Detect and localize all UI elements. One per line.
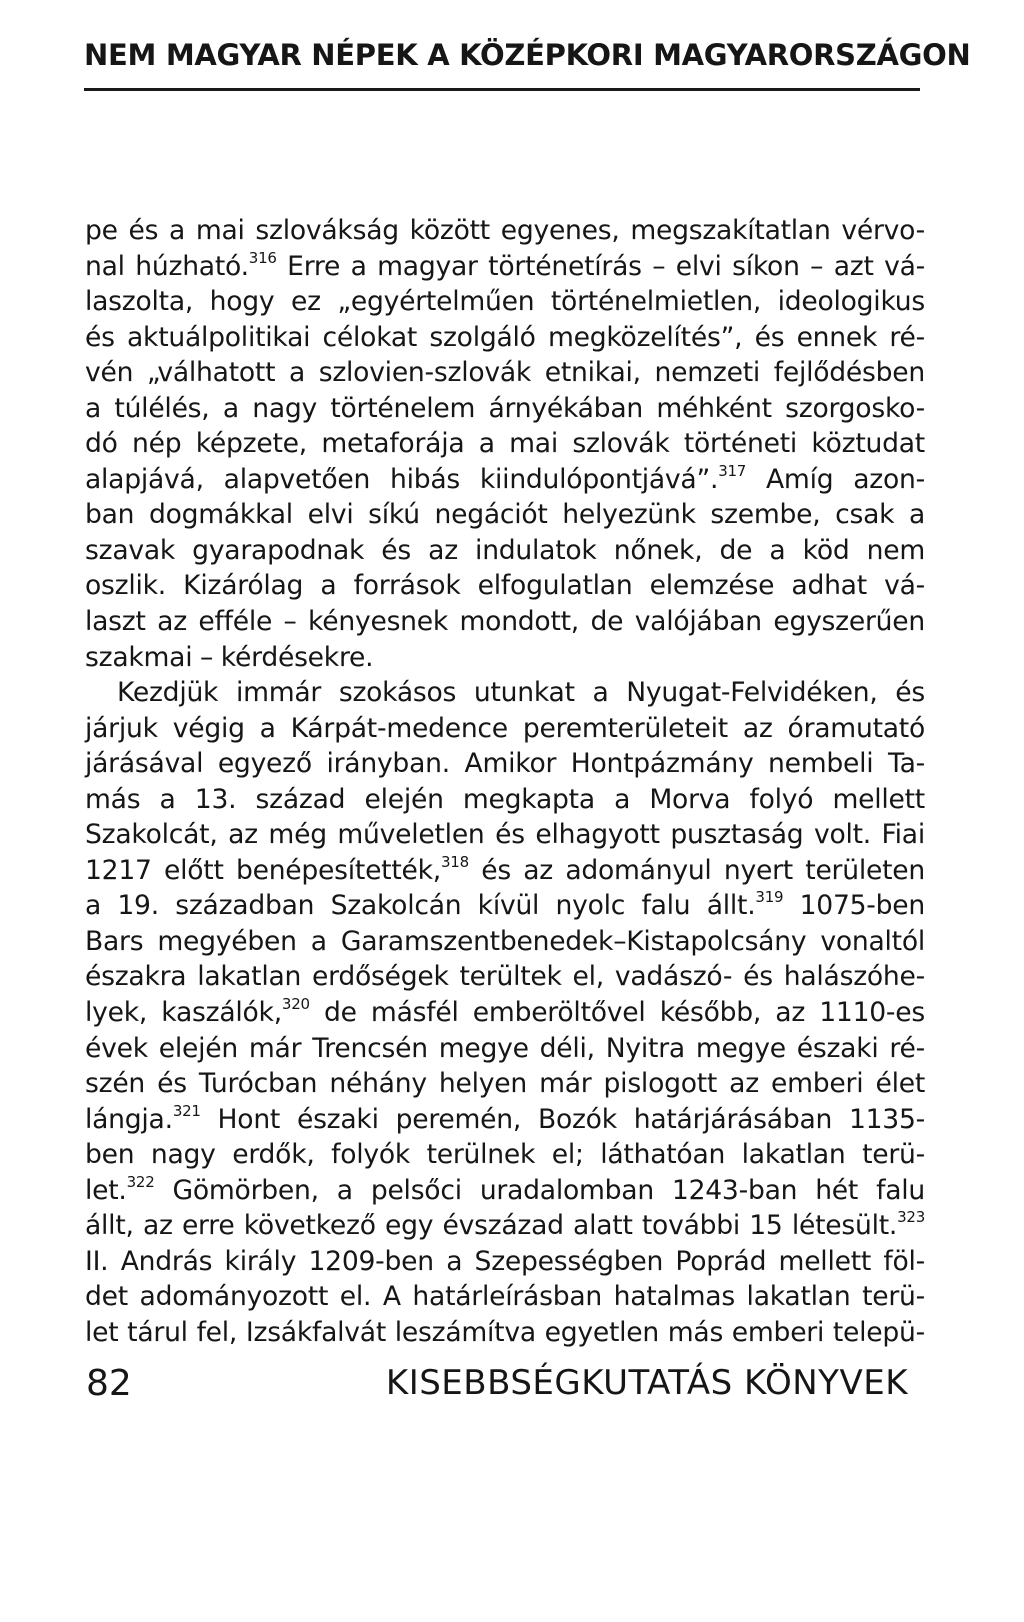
text-line: szakmai – kérdésekre. — [85, 641, 374, 673]
footnote-ref: 316 — [248, 248, 277, 267]
page-number: 82 — [86, 1363, 132, 1404]
text-line: laszolta, hogy ez „egyértelműen történelmietlen, ideologikus — [85, 286, 925, 318]
text-line: nal húzható.$^{316}$ Erre a magyar történetírás – elvi síkon – azt vá- — [85, 248, 925, 282]
text-line: lyek, kaszálók,$^{320}$ de másfél emberöltővel később, az 1110-es — [85, 995, 925, 1029]
text-line: ben nagy erdők, folyók terülnek el; láthatóan lakatlan terü- — [85, 1139, 925, 1171]
text-line: más a 13. század elején megkapta a Morva folyó mellett — [85, 783, 925, 815]
text-line: ban dogmákkal elvi síkú negációt helyezünk szembe, csak a — [85, 499, 925, 531]
series-title: KISEBBSÉGKUTATÁS KÖNYVEK — [385, 1363, 908, 1403]
main-text — [85, 213, 925, 1351]
footnote-ref: 319 — [755, 888, 784, 907]
footnote-ref: 321 — [172, 1101, 201, 1120]
text-line: laszt az efféle – kényesnek mondott, de valójában egyszerűen — [85, 606, 925, 638]
footnote-ref: 322 — [126, 1172, 155, 1191]
text-line: szavak gyarapodnak és az indulatok nőnek, de a köd nem — [85, 534, 925, 566]
text-line: állt, az erre következő egy évszázad alatt további 15 létesült.$^{323}$ — [85, 1208, 925, 1242]
text-line: Bars megyében a Garamszentbenedek–Kistapolcsány vonaltól — [85, 925, 925, 957]
text-line: járjuk végig a Kárpát-medence peremterületeit az óramutató — [85, 712, 925, 744]
text-line: let tárul fel, Izsákfalvát leszámítva egyetlen más emberi telepü- — [85, 1316, 925, 1348]
text-line: det adományozott el. A határleírásban hatalmas lakatlan terü- — [85, 1281, 925, 1313]
footnote-ref: 320 — [281, 995, 310, 1014]
text-line: oszlik. Kizárólag a források elfogulatlan elemzése adhat vá- — [85, 570, 925, 602]
text-line: a túlélés, a nagy történelem árnyékában méhként szorgosko- — [85, 392, 925, 424]
header-rule — [84, 88, 920, 91]
text-line: 1217 előtt benépesítették,$^{318}$ és az adományul nyert területen — [85, 852, 925, 886]
footnote-ref: 323 — [897, 1208, 925, 1227]
text-line: vén „válhatott a szlovien-szlovák etnikai, nemzeti fejlődésben — [85, 357, 925, 389]
running-head-title: NEM MAGYAR NÉPEK A KÖZÉPKORI MAGYARORSZÁGON — [84, 38, 971, 72]
text-line: a 19. században Szakolcán kívül nyolc falu állt.$^{319}$ 1075-ben — [85, 888, 925, 922]
text-line: II. András király 1209-ben a Szepességben Poprád mellett föl- — [85, 1245, 925, 1277]
text-line: évek elején már Trencsén megye déli, Nyitra megye északi ré- — [85, 1032, 925, 1064]
text-line: dó nép képzete, metaforája a mai szlovák történeti köztudat — [85, 428, 925, 460]
text-line: Szakolcát, az még műveletlen és elhagyott pusztaság volt. Fiai — [85, 819, 925, 851]
text-line: let.$^{322}$ Gömörben, a pelsőci uradalomban 1243-ban hét falu — [85, 1172, 925, 1206]
text-line: szén és Turócban néhány helyen már pislogott az emberi élet — [85, 1068, 925, 1100]
text-line: Kezdjük immár szokásos utunkat a Nyugat-Felvidéken, és — [117, 677, 925, 709]
text-line: pe és a mai szlovákság között egyenes, megszakítatlan vérvo- — [85, 215, 925, 246]
text-line: járásával egyező irányban. Amikor Hontpázmány nembeli Ta- — [85, 748, 925, 780]
text-line: és aktuálpolitikai célokat szolgáló megközelítés”, és ennek ré- — [85, 321, 925, 353]
footnote-ref: 318 — [441, 852, 469, 871]
text-line: alapjává, alapvetően hibás kiindulópontjává”.$^{317}$ Amíg azon- — [85, 461, 925, 495]
footnote-ref: 317 — [718, 461, 747, 480]
text-line: lángja.$^{321}$ Hont északi peremén, Bozók határjárásában 1135- — [85, 1101, 925, 1135]
text-line: északra lakatlan erdőségek terültek el, vadászó- és halászóhe- — [85, 961, 925, 993]
